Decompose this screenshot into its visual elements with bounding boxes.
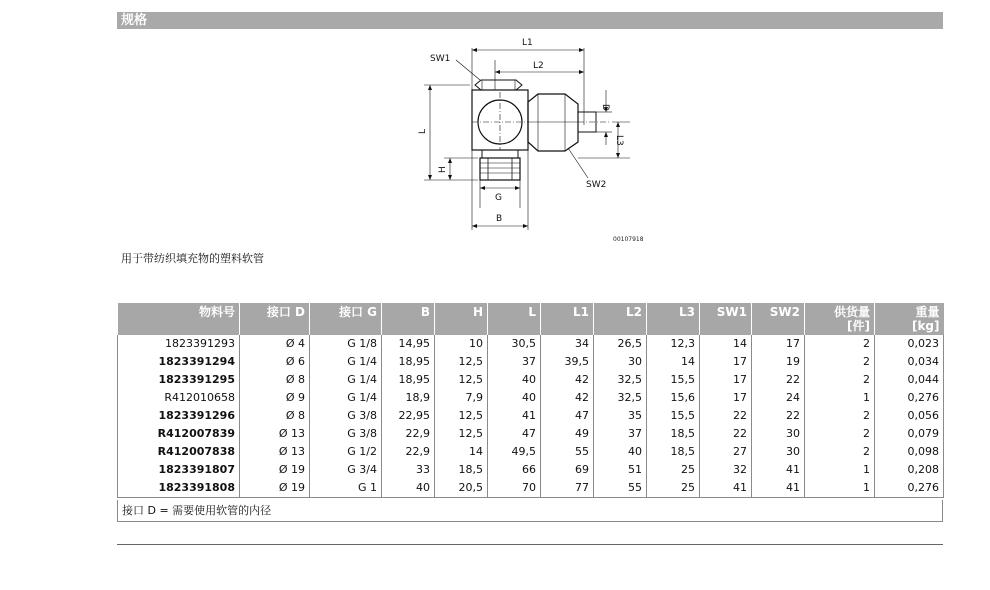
table-cell: G 1/2	[310, 443, 382, 461]
table-cell: 2	[805, 371, 875, 389]
section-title: 规格	[117, 12, 943, 29]
table-row	[118, 479, 944, 498]
table-cell: 37	[594, 425, 647, 443]
table-cell: 10	[435, 335, 488, 353]
table-cell: Ø 8	[240, 407, 310, 425]
dim-label-l: L	[418, 128, 428, 134]
column-header-text: SW2	[769, 305, 800, 319]
table-cell: 0,098	[907, 445, 939, 458]
table-cell: 30	[752, 425, 805, 443]
table-cell: 70	[488, 479, 541, 498]
dim-label-l2: L2	[533, 61, 544, 71]
table-cell: 0,276	[875, 479, 944, 498]
table-cell: Ø 13	[240, 425, 310, 443]
column-header-text: B	[420, 305, 430, 319]
column-header-text: [kg]	[911, 319, 940, 333]
table-cell: 20,5	[435, 479, 488, 498]
dim-label-sw2: SW2	[586, 180, 607, 190]
table-cell: 22	[700, 407, 752, 425]
part-number-cell: 1823391807	[118, 461, 240, 479]
table-cell: Ø 19	[240, 479, 310, 498]
table-cell: 12,5	[435, 425, 488, 443]
drawing-id: 00107918	[613, 236, 644, 243]
table-cell: 18,9	[382, 389, 435, 407]
part-number-cell: R412010658	[118, 389, 240, 407]
table-cell: 19	[752, 353, 805, 371]
column-header	[118, 303, 240, 335]
table-cell: 25	[647, 479, 700, 498]
table-cell: 24	[752, 389, 805, 407]
table-cell: 27	[700, 443, 752, 461]
table-cell: Ø 13	[240, 443, 310, 461]
table-cell: 55	[541, 443, 594, 461]
table-cell: 18,95	[382, 353, 435, 371]
table-row	[118, 389, 944, 407]
column-header-text: H	[472, 305, 483, 319]
table-cell: 0,056	[907, 409, 939, 422]
table-cell: 33	[382, 461, 435, 479]
table-cell: 14,95	[382, 335, 435, 353]
table-cell: 22,9	[382, 425, 435, 443]
table-cell: 1	[805, 479, 875, 498]
column-header	[488, 303, 541, 335]
column-header	[752, 303, 805, 335]
table-cell: 0,079	[907, 427, 939, 440]
part-number-cell: 1823391293	[118, 335, 240, 353]
table-cell: 18,5	[647, 443, 700, 461]
column-header	[594, 303, 647, 335]
table-cell: 55	[594, 479, 647, 498]
column-header	[240, 303, 310, 335]
table-row	[118, 425, 944, 443]
table-cell: 18,5	[647, 425, 700, 443]
table-cell: 25	[647, 461, 700, 479]
table-cell: 17	[752, 335, 805, 353]
table-cell: 40	[594, 443, 647, 461]
table-cell: 0,276	[907, 391, 939, 404]
table-cell: 1	[805, 461, 875, 479]
table-cell: G 1/4	[310, 371, 382, 389]
table-cell: 17	[700, 389, 752, 407]
table-cell: 0,208	[907, 463, 939, 476]
table-cell: 2	[805, 425, 875, 443]
column-header	[382, 303, 435, 335]
table-cell: 15,5	[647, 407, 700, 425]
table-cell: 49	[541, 425, 594, 443]
table-cell: 14	[647, 353, 700, 371]
column-header	[541, 303, 594, 335]
dim-label-g: G	[495, 193, 502, 203]
table-cell: 18,5	[435, 461, 488, 479]
table-cell: 39,5	[541, 353, 594, 371]
caption: 用于带纺织填充物的塑料软管	[121, 252, 264, 265]
table-cell: 47	[541, 407, 594, 425]
column-header-text: 接口 G	[338, 305, 377, 319]
table-cell: 14	[700, 335, 752, 353]
table-cell: 41	[752, 479, 805, 498]
table-cell: Ø 19	[240, 461, 310, 479]
table-cell: 42	[541, 389, 594, 407]
table-cell: 30,5	[488, 335, 541, 353]
table-cell: 22	[752, 371, 805, 389]
table-cell: G 3/4	[310, 461, 382, 479]
table-cell: 34	[541, 335, 594, 353]
table-cell: G 3/8	[310, 425, 382, 443]
part-number-cell: 1823391295	[118, 371, 240, 389]
table-cell: G 1/4	[310, 389, 382, 407]
table-cell: 32,5	[594, 371, 647, 389]
column-header-text: 物料号	[198, 305, 235, 319]
column-header-text: L3	[679, 305, 695, 319]
dim-label-b: B	[496, 214, 503, 224]
table-cell: 22	[700, 425, 752, 443]
table-cell: 40	[488, 371, 541, 389]
dim-label-h: H	[438, 166, 448, 173]
table-cell: 49,5	[488, 443, 541, 461]
column-header-text: 供货量	[833, 305, 870, 319]
table-row	[118, 335, 944, 353]
table-cell: 15,5	[647, 371, 700, 389]
table-cell: 32,5	[594, 389, 647, 407]
table-cell: 69	[541, 461, 594, 479]
column-header-text: SW1	[716, 305, 747, 319]
column-header-text: L2	[626, 305, 642, 319]
dim-label-l3: L3	[614, 135, 624, 146]
table-row	[118, 353, 944, 371]
table-cell: 12,3	[647, 335, 700, 353]
table-body	[118, 335, 944, 498]
table-cell: 41	[752, 461, 805, 479]
column-header-text: 重量	[915, 305, 940, 319]
table-row	[118, 407, 944, 425]
column-header	[435, 303, 488, 335]
column-header-text: L	[528, 305, 536, 319]
table-cell: 22,9	[382, 443, 435, 461]
table-cell: Ø 4	[240, 335, 310, 353]
part-number-cell: R412007839	[118, 425, 240, 443]
part-number-cell: 1823391296	[118, 407, 240, 425]
table-cell: 0,034	[907, 355, 939, 368]
dim-label-l1: L1	[522, 38, 533, 48]
table-cell: 41	[488, 407, 541, 425]
table-cell: 41	[700, 479, 752, 498]
table-cell: 15,6	[647, 389, 700, 407]
table-cell: 1	[805, 389, 875, 407]
part-number-cell: 1823391808	[118, 479, 240, 498]
table-cell: 30	[752, 443, 805, 461]
table-cell: 35	[594, 407, 647, 425]
dim-label-d: D	[600, 104, 610, 111]
part-number-cell: R412007838	[118, 443, 240, 461]
table-cell: G 1/8	[310, 335, 382, 353]
table-cell: 12,5	[435, 371, 488, 389]
table-row	[118, 443, 944, 461]
table-cell: G 3/8	[310, 407, 382, 425]
dim-label-sw1: SW1	[430, 54, 451, 64]
table-cell: G 1/4	[310, 353, 382, 371]
column-header	[805, 303, 875, 335]
part-number-cell: 1823391294	[118, 353, 240, 371]
column-header-text: L1	[573, 305, 589, 319]
table-row	[118, 461, 944, 479]
table-header-row	[118, 303, 944, 335]
table-cell: 51	[594, 461, 647, 479]
table-cell: 18,95	[382, 371, 435, 389]
column-header	[310, 303, 382, 335]
table-cell: 2	[805, 335, 875, 353]
table-cell: 22	[752, 407, 805, 425]
table-cell: 17	[700, 353, 752, 371]
column-header	[700, 303, 752, 335]
table-cell: 40	[488, 389, 541, 407]
table-cell: Ø 8	[240, 371, 310, 389]
table-cell: 40	[382, 479, 435, 498]
table-cell: 32	[700, 461, 752, 479]
column-header-text: [件]	[847, 319, 870, 333]
bottom-divider	[117, 544, 943, 545]
column-header	[875, 303, 944, 335]
table-cell: 0,023	[907, 337, 939, 350]
fitting-dimension-drawing	[420, 30, 660, 250]
table-cell: Ø 9	[240, 389, 310, 407]
table-row	[118, 371, 944, 389]
table-cell: 22,95	[382, 407, 435, 425]
table-cell: 2	[805, 443, 875, 461]
table-cell: 47	[488, 425, 541, 443]
table-cell: 26,5	[594, 335, 647, 353]
table-cell: 2	[805, 353, 875, 371]
table-cell: 17	[700, 371, 752, 389]
table-cell: 12,5	[435, 407, 488, 425]
table-cell: 77	[541, 479, 594, 498]
table-cell: Ø 6	[240, 353, 310, 371]
spec-table	[117, 303, 944, 498]
column-header-text: 接口 D	[266, 305, 305, 319]
table-cell: 2	[805, 407, 875, 425]
table-cell: 0,044	[907, 373, 939, 386]
table-footnote: 接口 D = 需要使用软管的内径	[117, 500, 943, 522]
table-cell: 66	[488, 461, 541, 479]
table-cell: 42	[541, 371, 594, 389]
table-cell: 7,9	[435, 389, 488, 407]
column-header	[647, 303, 700, 335]
table-cell: 37	[488, 353, 541, 371]
table-cell: 30	[594, 353, 647, 371]
table-cell: 12,5	[435, 353, 488, 371]
table-cell: 14	[435, 443, 488, 461]
table-cell: G 1	[310, 479, 382, 498]
